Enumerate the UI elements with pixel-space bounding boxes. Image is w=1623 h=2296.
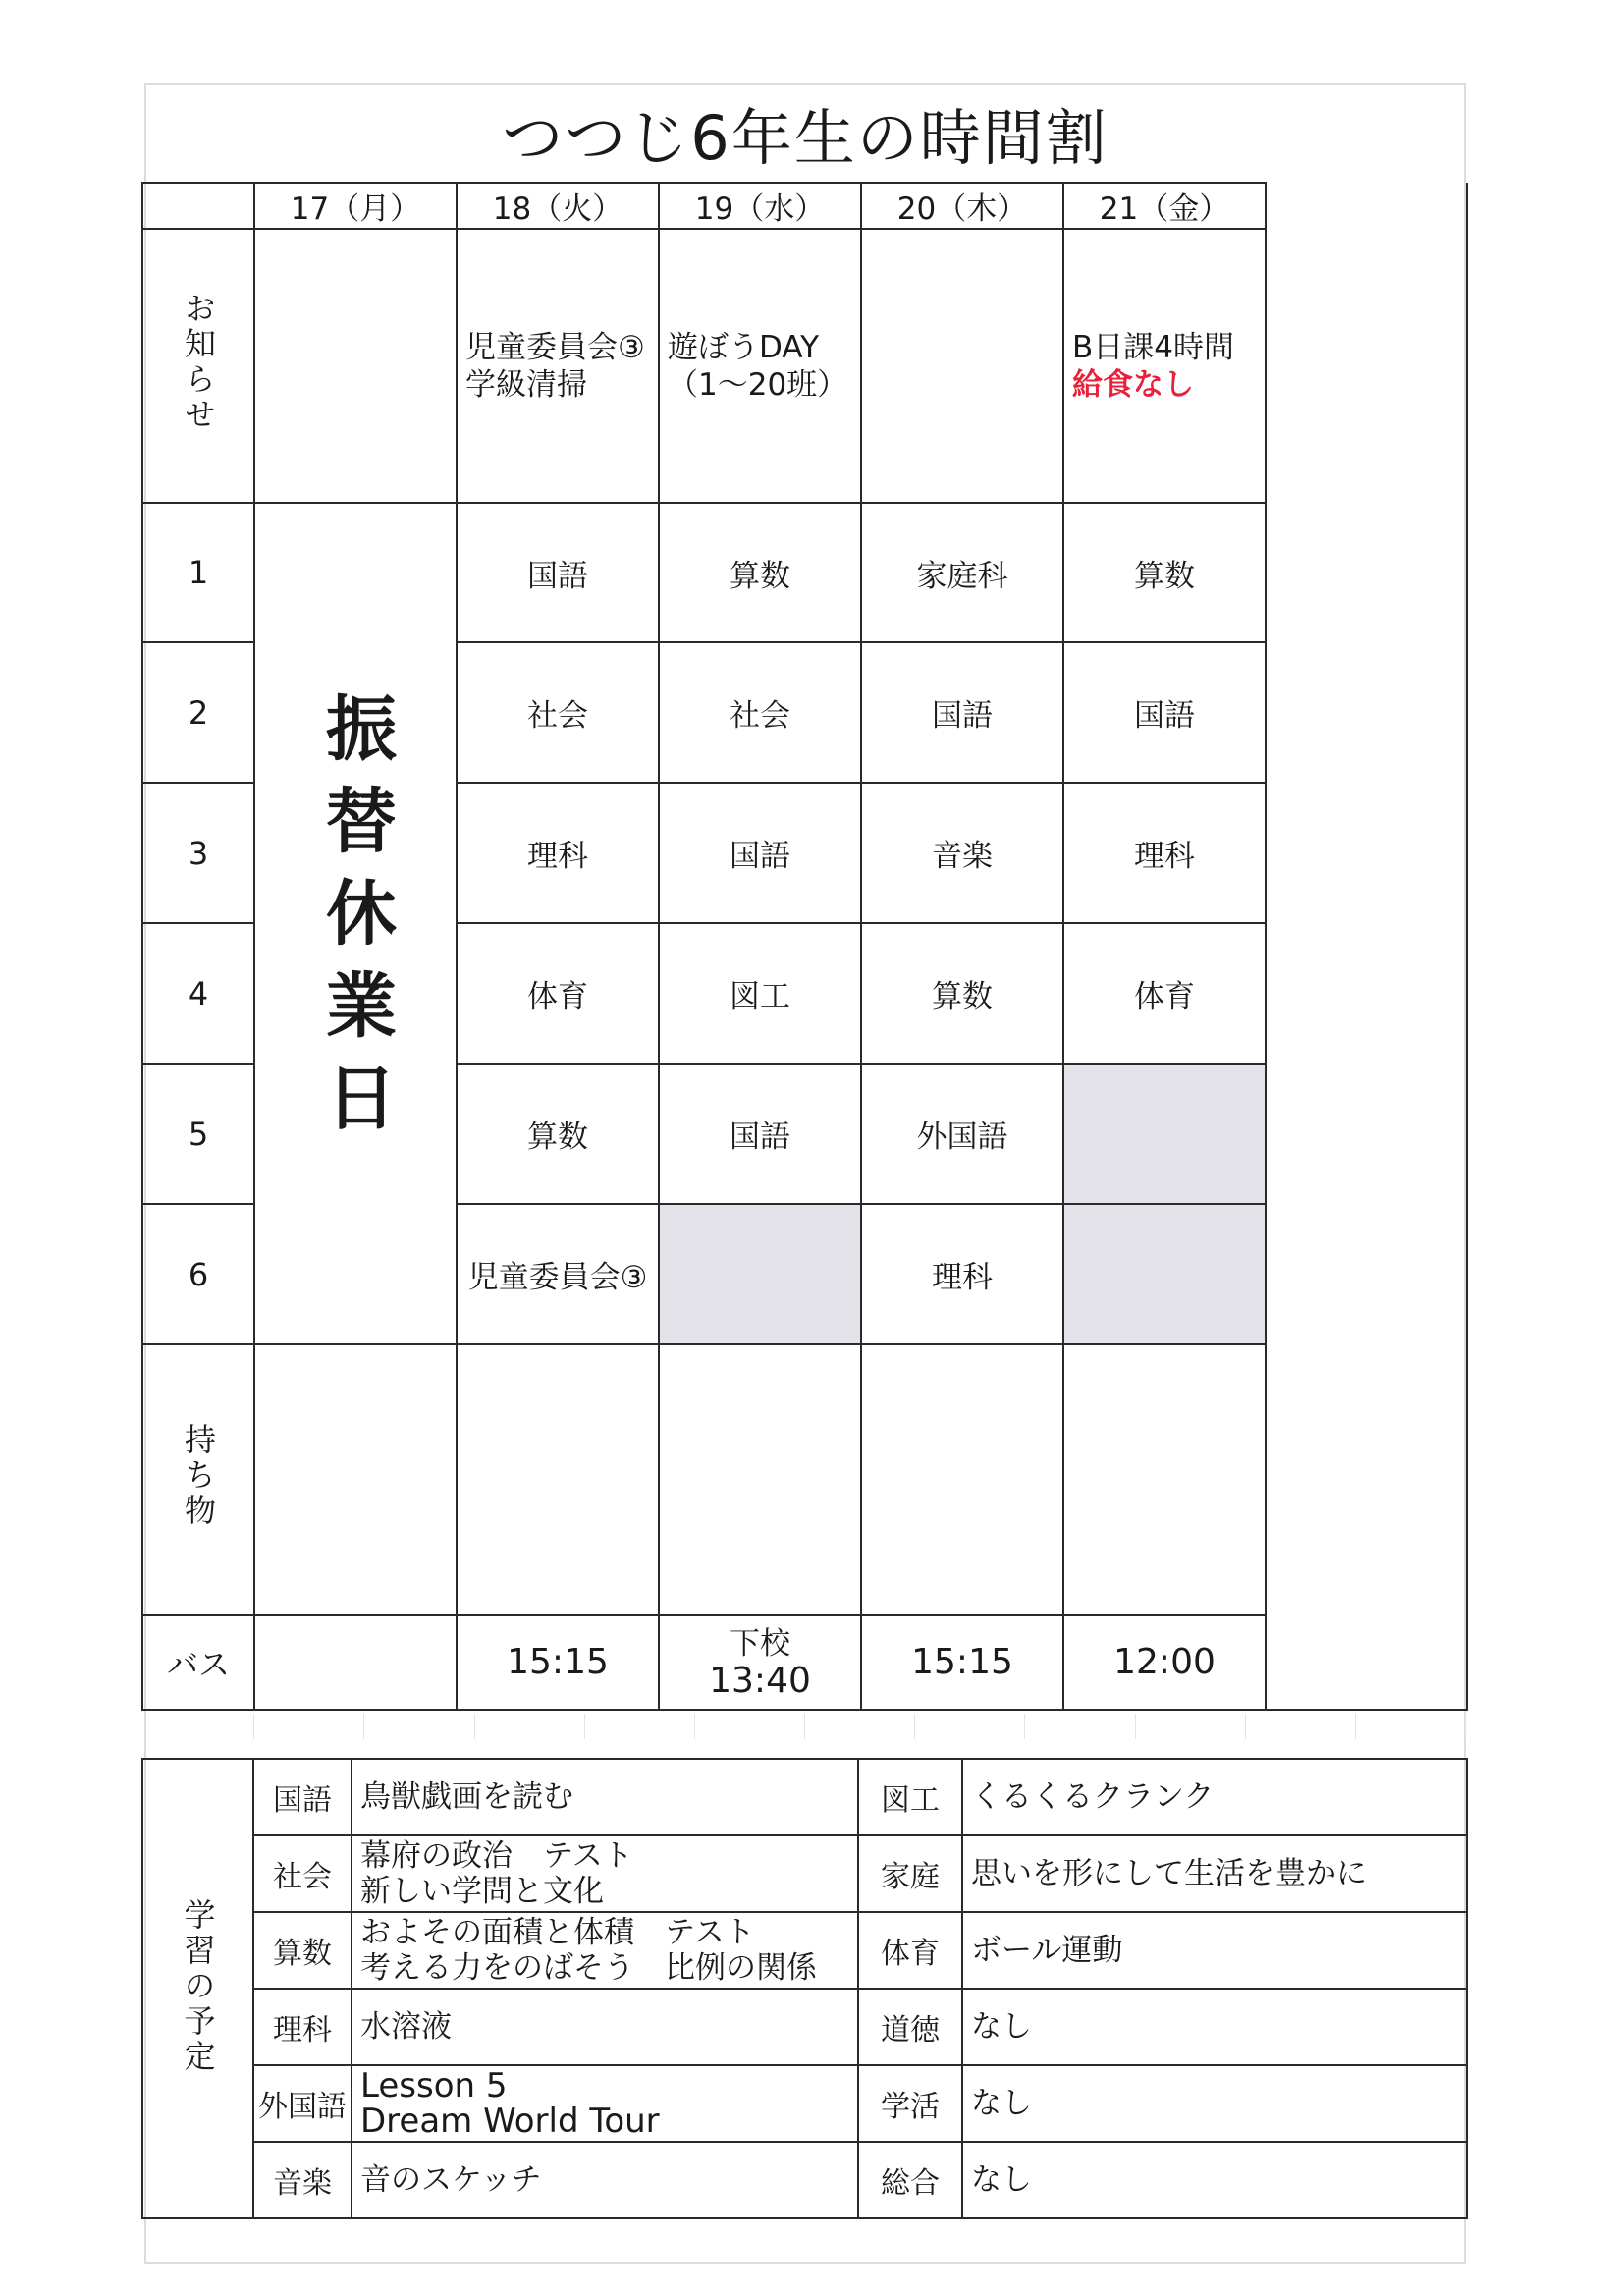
plan-subject: 体育 bbox=[858, 1912, 962, 1989]
items-fri bbox=[1063, 1344, 1266, 1615]
period-number: 2 bbox=[142, 642, 254, 783]
subject-cell: 図工 bbox=[659, 923, 861, 1064]
items-thu bbox=[861, 1344, 1063, 1615]
subject-cell: 国語 bbox=[861, 642, 1063, 783]
subject-cell: 算数 bbox=[659, 503, 861, 642]
plan-content: 思いを形にして生活を豊かに bbox=[962, 1835, 1467, 1912]
bus-fri: 12:00 bbox=[1063, 1615, 1266, 1710]
subject-cell: 算数 bbox=[1063, 503, 1266, 642]
plan-subject: 学活 bbox=[858, 2065, 962, 2142]
timetable bbox=[141, 182, 1468, 1711]
no-class-cell bbox=[1063, 1064, 1266, 1204]
notice-mon bbox=[254, 229, 457, 503]
period-number: 3 bbox=[142, 783, 254, 923]
subject-cell: 国語 bbox=[659, 1064, 861, 1204]
plan-content: 鳥獣戯画を読む bbox=[352, 1759, 858, 1835]
page-title: つつじ6年生の時間割 bbox=[502, 102, 1109, 174]
day-fri: 21（金） bbox=[1063, 183, 1266, 229]
bus-thu: 15:15 bbox=[861, 1615, 1063, 1710]
bus-label: バス bbox=[142, 1615, 254, 1710]
bus-mon bbox=[254, 1615, 457, 1710]
plan-subject: 道徳 bbox=[858, 1989, 962, 2065]
subject-cell: 国語 bbox=[1063, 642, 1266, 783]
plan-subject: 音楽 bbox=[253, 2142, 352, 2218]
period-number: 5 bbox=[142, 1064, 254, 1204]
subject-cell: 算数 bbox=[457, 1064, 659, 1204]
plan-subject: 理科 bbox=[253, 1989, 352, 2065]
plan-row bbox=[142, 1835, 1467, 1912]
plan-subject: 図工 bbox=[858, 1759, 962, 1835]
plan-content: なし bbox=[962, 2142, 1467, 2218]
plan-subject: 国語 bbox=[253, 1759, 352, 1835]
subject-cell: 理科 bbox=[457, 783, 659, 923]
items-tue bbox=[457, 1344, 659, 1615]
items-mon bbox=[254, 1344, 457, 1615]
subject-cell: 国語 bbox=[659, 783, 861, 923]
plan-content: 音のスケッチ bbox=[352, 2142, 858, 2218]
subject-cell: 算数 bbox=[861, 923, 1063, 1064]
day-header-row bbox=[142, 183, 1467, 229]
bus-wed-label: 下校 bbox=[730, 1626, 790, 1662]
subject-cell: 体育 bbox=[1063, 923, 1266, 1064]
no-class-cell bbox=[659, 1204, 861, 1344]
subject-cell: 外国語 bbox=[861, 1064, 1063, 1204]
plan-content: およその面積と体積 テスト 考える力をのばそう 比例の関係 bbox=[352, 1912, 858, 1989]
subject-cell: 体育 bbox=[457, 923, 659, 1064]
faint-grid bbox=[144, 1714, 1466, 1739]
right-blank-column bbox=[1266, 183, 1467, 1710]
day-mon: 17（月） bbox=[254, 183, 457, 229]
notice-label: お知らせ bbox=[142, 229, 254, 503]
notice-wed: 遊ぼうDAY （1～20班） bbox=[659, 229, 861, 503]
plan-content: なし bbox=[962, 1989, 1467, 2065]
plan-row bbox=[142, 2065, 1467, 2142]
subject-cell: 社会 bbox=[457, 642, 659, 783]
plan-subject: 総合 bbox=[858, 2142, 962, 2218]
notice-fri: B日課4時間 給食なし bbox=[1063, 229, 1266, 503]
plan-content: 幕府の政治 テスト 新しい学問と文化 bbox=[352, 1835, 858, 1912]
items-label: 持ち物 bbox=[142, 1344, 254, 1615]
plan-label: 学習の予定 bbox=[142, 1759, 253, 2218]
plan-row bbox=[142, 1989, 1467, 2065]
plan-content: Lesson 5 Dream World Tour bbox=[352, 2065, 858, 2142]
subject-cell: 社会 bbox=[659, 642, 861, 783]
bus-wed-time: 13:40 bbox=[709, 1661, 811, 1701]
holiday-text: 振替休業日 bbox=[314, 690, 397, 1153]
notice-tue: 児童委員会③ 学級清掃 bbox=[457, 229, 659, 503]
plan-row bbox=[142, 2142, 1467, 2218]
no-lunch-alert: 給食なし bbox=[1072, 366, 1194, 403]
period-number: 4 bbox=[142, 923, 254, 1064]
plan-subject: 家庭 bbox=[858, 1835, 962, 1912]
notice-thu bbox=[861, 229, 1063, 503]
study-plan-table bbox=[141, 1758, 1468, 2219]
plan-row bbox=[142, 1759, 1467, 1835]
subject-cell: 家庭科 bbox=[861, 503, 1063, 642]
holiday-cell bbox=[254, 503, 457, 1344]
plan-content: ボール運動 bbox=[962, 1912, 1467, 1989]
items-wed bbox=[659, 1344, 861, 1615]
day-tue: 18（火） bbox=[457, 183, 659, 229]
bus-tue: 15:15 bbox=[457, 1615, 659, 1710]
plan-content: くるくるクランク bbox=[962, 1759, 1467, 1835]
bus-wed bbox=[659, 1615, 861, 1710]
plan-content: なし bbox=[962, 2065, 1467, 2142]
day-wed: 19（水） bbox=[659, 183, 861, 229]
plan-subject: 算数 bbox=[253, 1912, 352, 1989]
no-class-cell bbox=[1063, 1204, 1266, 1344]
corner-cell bbox=[142, 183, 254, 229]
subject-cell: 児童委員会③ bbox=[457, 1204, 659, 1344]
period-number: 1 bbox=[142, 503, 254, 642]
plan-subject: 社会 bbox=[253, 1835, 352, 1912]
plan-subject: 外国語 bbox=[253, 2065, 352, 2142]
subject-cell: 理科 bbox=[861, 1204, 1063, 1344]
period-number: 6 bbox=[142, 1204, 254, 1344]
subject-cell: 国語 bbox=[457, 503, 659, 642]
plan-content: 水溶液 bbox=[352, 1989, 858, 2065]
subject-cell: 音楽 bbox=[861, 783, 1063, 923]
subject-cell: 理科 bbox=[1063, 783, 1266, 923]
day-thu: 20（木） bbox=[861, 183, 1063, 229]
plan-row bbox=[142, 1912, 1467, 1989]
